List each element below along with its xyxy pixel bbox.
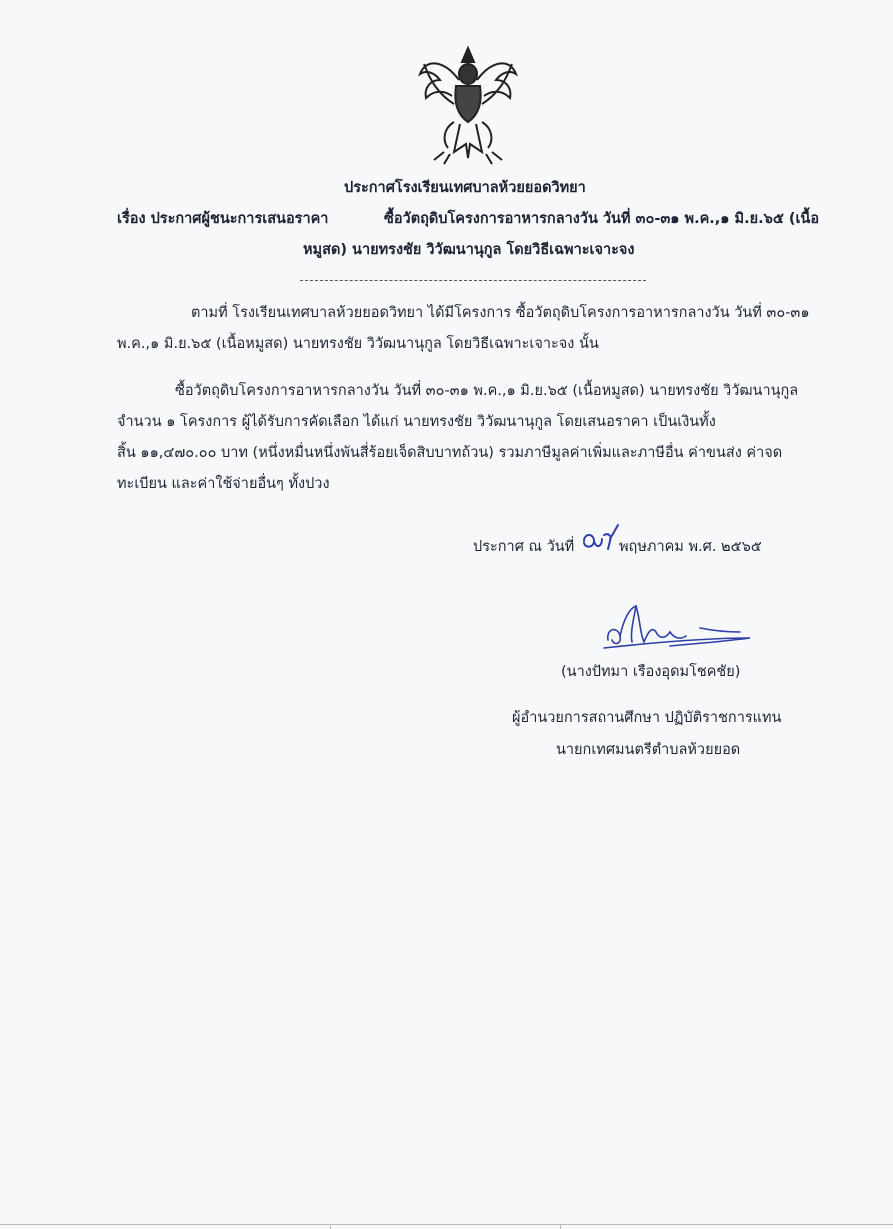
- paragraph-2-line: สิ้น ๑๑,๔๗๐.๐๐ บาท (หนึ่งหมื่นหนึ่งพันสี่ร้อยเจ็ดสิบบาทถ้วน) รวมภาษีมูลค่าเพิ่มและภาษีอื่น ค่าขนส่ง ค่าจด: [117, 445, 783, 461]
- handwritten-day-icon: [580, 521, 622, 555]
- signer-acting-for: นายกเทศมนตรีตำบลห้วยยอด: [556, 742, 741, 758]
- paragraph-2-line: จำนวน ๑ โครงการ ผู้ได้รับการคัดเลือก ได้แก่ นายทรงชัย วิวัฒนานุกูล โดยเสนอราคา เป็นเงินทั้ง: [117, 414, 716, 430]
- paragraph-2-line: ทะเบียน และค่าใช้จ่ายอื่นๆ ทั้งปวง: [117, 476, 330, 492]
- subject-line-1: ซื้อวัตถุดิบโครงการอาหารกลางวัน วันที่ ๓๐-๓๑ พ.ค.,๑ มิ.ย.๖๕ (เนื้อ: [384, 211, 820, 227]
- footer-rule: [0, 1224, 893, 1225]
- document-title: ประกาศโรงเรียนเทศบาลห้วยยอดวิทยา: [344, 180, 586, 196]
- paragraph-2-line: ซื้อวัตถุดิบโครงการอาหารกลางวัน วันที่ ๓๐-๓๑ พ.ค.,๑ มิ.ย.๖๕ (เนื้อหมูสด) นายทรงชัย วิวัฒนานุกูล: [175, 383, 799, 399]
- signer-position: ผู้อำนวยการสถานศึกษา ปฏิบัติราชการแทน: [512, 710, 782, 726]
- footer-tick: [330, 1224, 331, 1229]
- handwritten-signature: [600, 598, 760, 658]
- paragraph-1-line: ตามที่ โรงเรียนเทศบาลห้วยยอดวิทยา ได้มีโครงการ ซื้อวัตถุดิบโครงการอาหารกลางวัน วันที่ ๓๐-๓๑: [191, 305, 810, 321]
- dashed-divider: [300, 280, 646, 281]
- paragraph-1-line: พ.ค.,๑ มิ.ย.๖๕ (เนื้อหมูสด) นายทรงชัย วิวัฒนานุกูล โดยวิธีเฉพาะเจาะจง นั้น: [117, 336, 599, 352]
- subject-line-2: หมูสด) นายทรงชัย วิวัฒนานุกูล โดยวิธีเฉพาะเจาะจง: [303, 242, 635, 258]
- footer-tick: [560, 1224, 561, 1229]
- garuda-emblem-icon: [414, 40, 522, 168]
- announcement-prefix: ประกาศ ณ วันที่: [473, 539, 575, 555]
- subject-label: เรื่อง ประกาศผู้ชนะการเสนอราคา: [117, 211, 329, 227]
- announcement-month-year: พฤษภาคม พ.ศ. ๒๕๖๕: [619, 539, 762, 555]
- signer-name: (นางปัทมา เรืองอุดมโชคชัย): [561, 664, 741, 680]
